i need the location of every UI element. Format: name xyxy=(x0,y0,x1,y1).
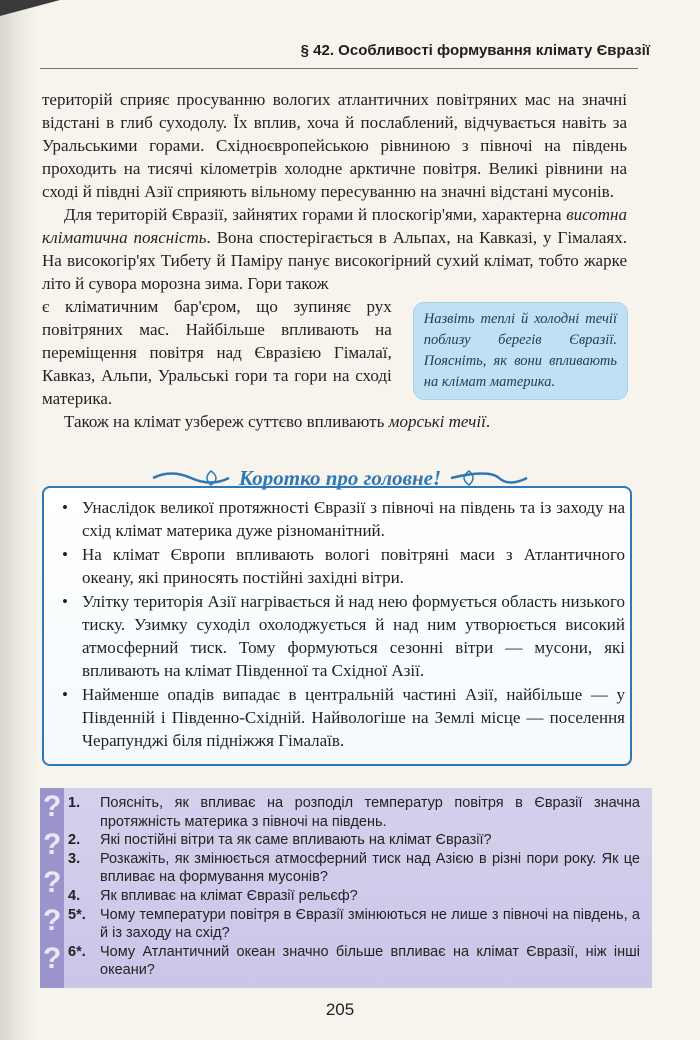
right-swirl-ornament-icon xyxy=(449,467,529,489)
paragraph-3 xyxy=(42,410,627,433)
term-altitudinal-zonation: висотна кліматична поясність xyxy=(42,205,627,247)
bullet-icon: • xyxy=(62,498,68,517)
question-mark-icon: ? xyxy=(43,828,62,861)
paragraph-3-end: . xyxy=(485,412,491,431)
paragraph-3-start: Також на клімат узбереж суттєво впливають xyxy=(64,412,389,431)
page-corner xyxy=(0,0,60,16)
paragraph-2 xyxy=(42,203,627,295)
header-rule xyxy=(40,68,638,69)
paragraph-2-start: Для територій Євразії, зайнятих горами й плоскогір'ями, характерна xyxy=(64,205,567,224)
side-question-box: Назвіть теплі й холодні течії поблизу берегів Євразії. Поясніть, як вони впливають на клімат материка. xyxy=(414,303,627,399)
summary-item: • Найменше опадів випадає в центральній частині Азії, найбільше — у Південній і Південно-Східній. Найвологіше на Землі місце — поселення Черапунджі біля підніжжя Гімалаїв. xyxy=(62,685,625,750)
paragraph-2-with-sidebox xyxy=(42,295,627,410)
summary-list xyxy=(60,496,625,753)
paragraph-2-end: . Вона спостерігається в Альпах, на Кавказі, у Гімалаях. На високогір'ях Тибету й Паміру панує високогірний сухий клімат, тобто жарке літо й сувора морозна зима. Гори також xyxy=(42,228,627,293)
review-questions xyxy=(68,794,640,980)
summary-item: • Унаслідок великої протяжності Євразії з півночі на південь та із заходу на схід клімат материка дуже різноманітний. xyxy=(62,498,625,540)
question-mark-icon: ? xyxy=(43,904,62,937)
bullet-icon: • xyxy=(62,685,68,704)
term-ocean-currents: морські течії xyxy=(388,412,486,431)
question-mark-icon: ? xyxy=(43,790,62,823)
question-item: 3. Розкажіть, як змінюється атмосферний тиск над Азією в різні пори року. Як це впливає на формування мусонів? xyxy=(68,850,640,886)
page-gutter-shadow xyxy=(0,0,38,1040)
left-swirl-ornament-icon xyxy=(151,467,231,489)
summary-title: Коротко про головне! xyxy=(238,465,442,490)
paragraph-2-wrap: є кліматичним бар'єром, що зупиняє рух повітряних мас. Найбільше впливають на переміщення повітря над Євразією Гімалаї, Кавказ, Альпи, Уральські гори та гори на сході материка. xyxy=(42,297,392,408)
summary-title-bar xyxy=(125,460,555,496)
bullet-icon: • xyxy=(62,545,68,564)
bullet-icon: • xyxy=(62,592,68,611)
question-item: 2. Які постійні вітри та як саме впливають на клімат Євразії? xyxy=(68,832,492,849)
question-item: 5*. Чому температури повітря в Євразії змінюються не лише з півночі на південь, а й із заходу на схід? xyxy=(68,906,640,942)
main-text xyxy=(42,88,627,433)
question-mark-icon: ? xyxy=(43,942,62,975)
paragraph-1: територій сприяє просуванню вологих атлантичних повітряних мас на значні відстані в глиб суходолу. Їх вплив, хоча й послаблений, відчувається навіть за Уральськими горами. Східноєвропейською рівниною з півночі на південь проходить на тисячі кілометрів холодне арктичне повітря. Великі рівнини на сході й півдні Азії сприяють вільному пересуванню на значні відстані мусонів. xyxy=(42,90,627,201)
running-head: § 42. Особливості формування клімату Євразії xyxy=(300,42,650,59)
summary-item: • На клімат Європи впливають вологі повітряні маси з Атлантичного океану, які приносять постійні західні вітри. xyxy=(62,545,625,587)
summary-item: • Улітку територія Азії нагрівається й над нею формується область низького тиску. Узимку суходіл охолоджується й над ним утворюється високий атмосферний тиск. Тому формуються сезонні вітри — мусони, які впливають на клімат Південної та Східної Азії. xyxy=(62,592,625,680)
page-number: 205 xyxy=(325,1000,355,1019)
question-item: 6*. Чому Атлантичний океан значно більше впливає на клімат Євразії, ніж інші океани? xyxy=(68,943,640,979)
question-mark-icon: ? xyxy=(43,866,62,899)
question-item: 1. Поясніть, як впливає на розподіл температур повітря в Євразії значна протяжність материка з півночі на південь. xyxy=(68,795,640,830)
question-item: 4. Як впливає на клімат Євразії рельєф? xyxy=(68,887,358,904)
